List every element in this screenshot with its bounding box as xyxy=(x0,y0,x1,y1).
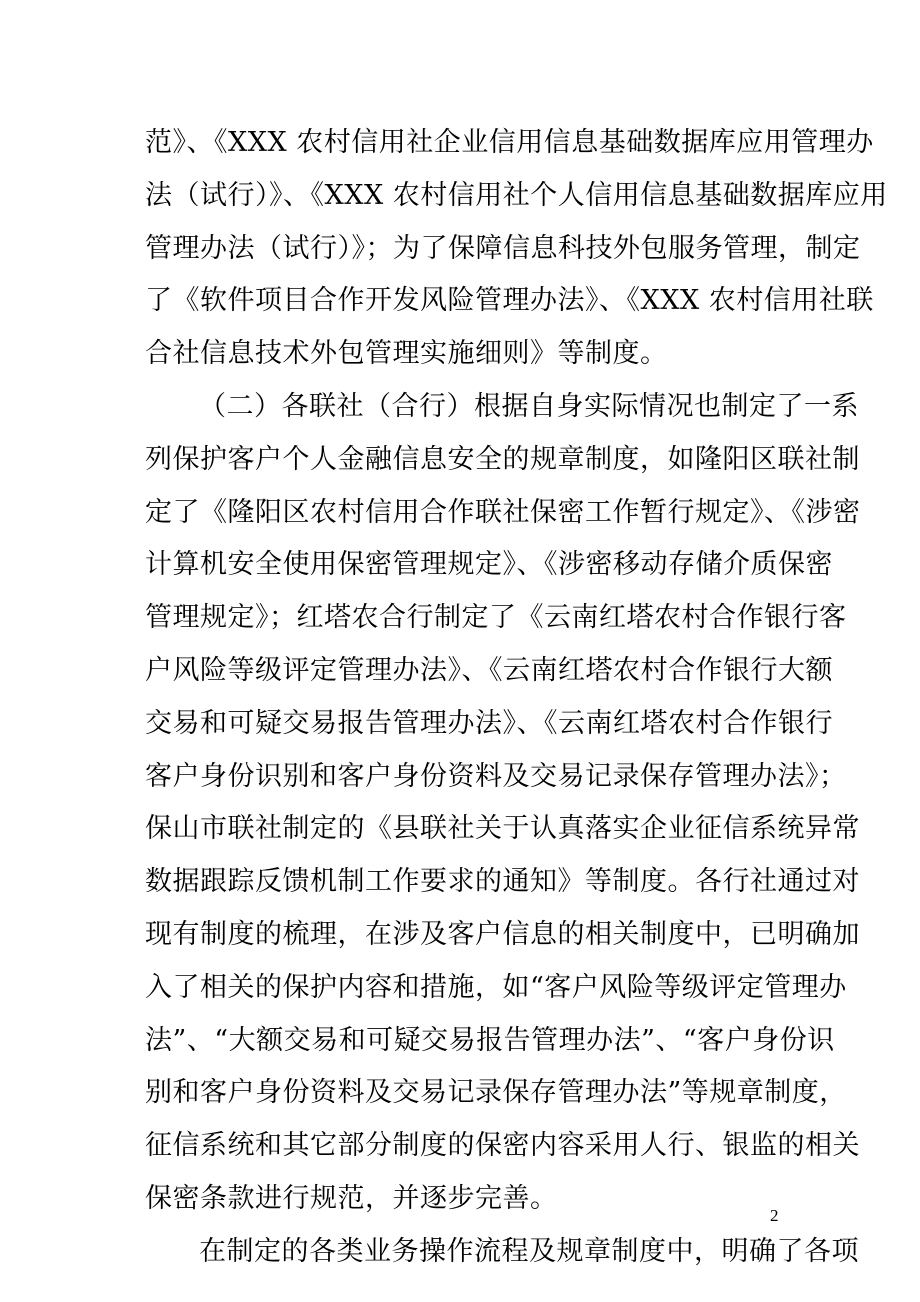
text-line: 交易和可疑交易报告管理办法》、《云南红塔农村合作银行 xyxy=(145,707,833,739)
text-line: 法（试行）》、《XXX 农村信用社个人信用信息基础数据库应用 xyxy=(145,179,888,211)
text-line: 保山市联社制定的《县联社关于认真落实企业征信系统异常 xyxy=(145,813,860,845)
text-line: 数据跟踪反馈机制工作要求的通知》等制度。各行社通过对 xyxy=(145,866,860,898)
text-line: 法”、“大额交易和可疑交易报告管理办法”、“客户身份识 xyxy=(145,1024,835,1056)
paragraph-start-line: （二）各联社（合行）根据自身实际情况也制定了一系 xyxy=(199,390,859,422)
text-line: 保密条款进行规范，并逐步完善。 xyxy=(145,1182,558,1214)
text-line: 范》、《XXX 农村信用社企业信用信息基础数据库应用管理办 xyxy=(145,127,874,158)
text-line: 现有制度的梳理，在涉及客户信息的相关制度中，已明确加 xyxy=(145,918,860,950)
text-line: 户风险等级评定管理办法》、《云南红塔农村合作银行大额 xyxy=(145,654,833,686)
text-line: 列保护客户个人金融信息安全的规章制度，如隆阳区联社制 xyxy=(145,443,860,475)
text-line: 征信系统和其它部分制度的保密内容采用人行、银监的相关 xyxy=(145,1130,860,1162)
text-line: 管理办法（试行）》；为了保障信息科技外包服务管理，制定 xyxy=(145,232,861,264)
text-line: 了《软件项目合作开发风险管理办法》、《XXX 农村信用社联 xyxy=(145,285,874,317)
text-line: 别和客户身份资料及交易记录保存管理办法”等规章制度， xyxy=(145,1077,847,1109)
page-number: 2 xyxy=(770,1206,779,1225)
text-line: 计算机安全使用保密管理规定》、《涉密移动存储介质保密 xyxy=(145,549,833,581)
text-line: 管理规定》；红塔农合行制定了《云南红塔农村合作银行客 xyxy=(145,602,847,634)
text-line: 合社信息技术外包管理实施细则》等制度。 xyxy=(145,338,668,370)
paragraph-start-line: 在制定的各类业务操作流程及规章制度中，明确了各项 xyxy=(199,1235,859,1267)
text-line: 客户身份识别和客户身份资料及交易记录保存管理办法》； xyxy=(145,760,847,792)
text-line: 入了相关的保护内容和措施，如“客户风险等级评定管理办 xyxy=(145,971,847,1003)
body-text xyxy=(145,117,888,1279)
text-line: 定了《隆阳区农村信用合作联社保密工作暂行规定》、《涉密 xyxy=(145,496,861,528)
